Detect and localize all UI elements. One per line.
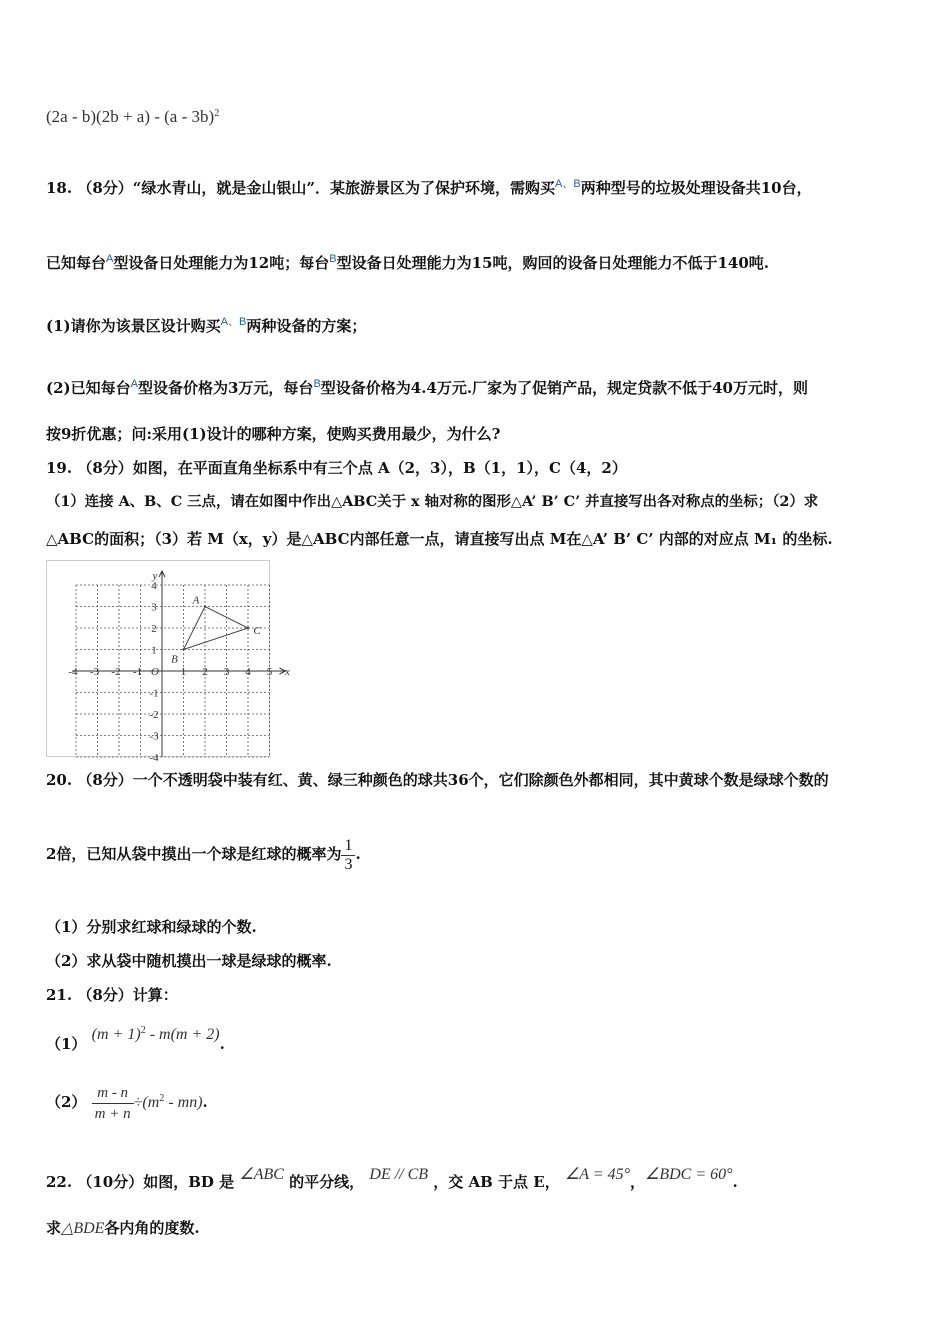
period: . — [219, 1035, 225, 1053]
type-b-label: B — [238, 316, 247, 328]
coordinate-grid-figure — [46, 560, 290, 764]
q18-line-2 — [46, 249, 769, 273]
point-label-a: A — [192, 594, 200, 607]
q18-line-1 — [46, 174, 812, 198]
fraction-one-third — [341, 837, 355, 874]
q22-text: 求 — [46, 1219, 62, 1237]
y-axis-label: y — [152, 570, 158, 582]
q17-expr-text: (2a - b)(2b + a) - (a - 3b) — [46, 107, 215, 126]
period: . — [732, 1173, 738, 1191]
q18-text: 已知每台 — [46, 254, 107, 272]
type-a-label: A — [106, 253, 114, 265]
q20-line-1: 20. （8分）一个不透明袋中装有红、黄、绿三种颜色的球共36个，它们除颜色外都相同，其中黄球个数是绿球个数的 — [46, 771, 829, 789]
q22-text: 的平分线， — [289, 1173, 365, 1191]
q18-line-5: 按9折优惠；问:采用(1)设计的哪种方案，使购买费用最少，为什么? — [46, 425, 501, 443]
q20-text: 2倍，已知从袋中摸出一个球是红球的概率为 — [46, 845, 342, 863]
point-a — [204, 605, 206, 607]
fraction-numerator: 1 — [344, 836, 353, 854]
exponent: 2 — [159, 1093, 165, 1104]
q18-text: 型设备日处理能力为12吨；每台 — [113, 254, 330, 272]
x-tick-label: 1 — [180, 666, 187, 678]
type-a-label: A — [555, 178, 563, 190]
part-label: （1） — [46, 1035, 87, 1053]
fraction-denominator: m + n — [92, 1103, 134, 1124]
q20-line-4: （2）求从袋中随机摸出一球是绿球的概率. — [46, 952, 332, 970]
q18-text: 型设备价格为3万元，每台 — [137, 379, 314, 397]
x-tick-label: -4 — [68, 666, 78, 678]
q18-text: 型设备价格为4.4万元.厂家为了促销产品，规定贷款不低于40万元时，则 — [320, 379, 808, 397]
q19-line-3: △ABC的面积；（3）若 M（x，y）是△ABC内部任意一点，请直接写出点 M在△A’ B’ C’ 内部的对应点 M₁ 的坐标. — [46, 530, 833, 548]
q17-expression — [46, 104, 219, 127]
angle-abc: ∠ABC — [239, 1166, 284, 1183]
triangle-bde: △BDE — [61, 1220, 105, 1237]
q20-line-3: （1）分别求红球和绿球的个数. — [46, 918, 257, 936]
y-tick-label: 4 — [151, 580, 157, 592]
origin-label: O — [151, 666, 159, 678]
q22-line-1 — [46, 1162, 738, 1191]
q21-title: 21. （8分）计算： — [46, 986, 178, 1004]
angle-bdc: ∠BDC = 60° — [645, 1166, 733, 1183]
exponent: 2 — [140, 1025, 146, 1036]
separator: 、 — [227, 316, 239, 328]
q17-exponent: 2 — [214, 108, 220, 119]
type-b-label: B — [573, 178, 581, 190]
x-tick-label: 4 — [245, 666, 251, 678]
y-tick-label: -4 — [149, 752, 159, 764]
q20-text: . — [355, 845, 361, 863]
q22-line-2 — [46, 1218, 200, 1239]
parallel-statement: DE // CB — [369, 1166, 429, 1183]
tick-labels — [68, 570, 290, 764]
q22-text: 22. （10分）如图，BD 是 — [46, 1173, 235, 1191]
type-a-label: A — [220, 316, 228, 328]
x-tick-label: -2 — [111, 666, 121, 678]
q22-text: ，交 AB 于点 E， — [433, 1173, 560, 1191]
type-b-label: B — [329, 253, 337, 265]
y-tick-label: 1 — [151, 644, 157, 657]
y-tick-label: 3 — [151, 601, 157, 614]
x-tick-label: -1 — [132, 666, 143, 678]
fraction-denominator: 3 — [341, 855, 355, 874]
q21-expr-2: ÷(m — [133, 1094, 160, 1111]
point-c — [247, 627, 249, 629]
point-label-b: B — [171, 653, 178, 666]
type-b-label: B — [313, 378, 321, 390]
q22-text: 各内角的度数. — [104, 1219, 200, 1237]
separator: 、 — [562, 178, 574, 190]
q18-text: 两种型号的垃圾处理设备共10台， — [580, 179, 812, 197]
x-tick-label: 3 — [223, 666, 230, 678]
fraction-m-n — [92, 1083, 134, 1124]
q21-expr-1: - m(m + 2) — [145, 1026, 220, 1043]
y-tick-label: -1 — [149, 687, 159, 700]
x-tick-label: 2 — [202, 666, 208, 678]
q18-text: 两种设备的方案； — [246, 317, 367, 335]
x-tick-label: -3 — [89, 666, 100, 678]
q21-part-1 — [46, 1021, 225, 1053]
q19-line-2: （1）连接 A、B、C 三点，请在如图中作出△ABC关于 x 轴对称的图形△A’ B’ C’ 并直接写出各对称点的坐标；（2）求 — [46, 493, 819, 510]
q21-expr-2: - mn) — [164, 1094, 203, 1111]
y-tick-label: -2 — [149, 709, 159, 721]
fraction-numerator: m - n — [97, 1084, 129, 1101]
q18-text: 型设备日处理能力为15吨，购回的设备日处理能力不低于140吨. — [336, 254, 770, 272]
angle-a: ∠A = 45° — [564, 1166, 630, 1183]
period: . — [202, 1093, 208, 1111]
point-label-c: C — [253, 625, 261, 637]
comma: ， — [629, 1173, 645, 1191]
q18-text: (1)请你为该景区设计购买 — [46, 317, 221, 335]
q21-part-2 — [46, 1078, 208, 1124]
x-tick-label: 5 — [266, 666, 273, 678]
type-a-label: A — [130, 378, 138, 390]
q18-line-4 — [46, 374, 808, 398]
q18-text: 18. （8分）“绿水青山，就是金山银山”．某旅游景区为了保护环境，需购买 — [46, 179, 556, 197]
q19-line-1: 19. （8分）如图，在平面直角坐标系中有三个点 A（2，3），B（1，1），C（4，2） — [46, 459, 627, 477]
axes — [72, 571, 286, 757]
y-tick-label: 2 — [151, 623, 157, 635]
q18-text: (2)已知每台 — [46, 379, 131, 397]
part-label: （2） — [46, 1093, 87, 1111]
q20-line-2 — [46, 835, 361, 874]
y-tick-label: -3 — [149, 730, 159, 743]
q18-line-3 — [46, 312, 366, 336]
point-b — [182, 648, 184, 650]
q21-expr-1: (m + 1) — [91, 1026, 141, 1043]
x-axis-label: x — [285, 666, 290, 678]
